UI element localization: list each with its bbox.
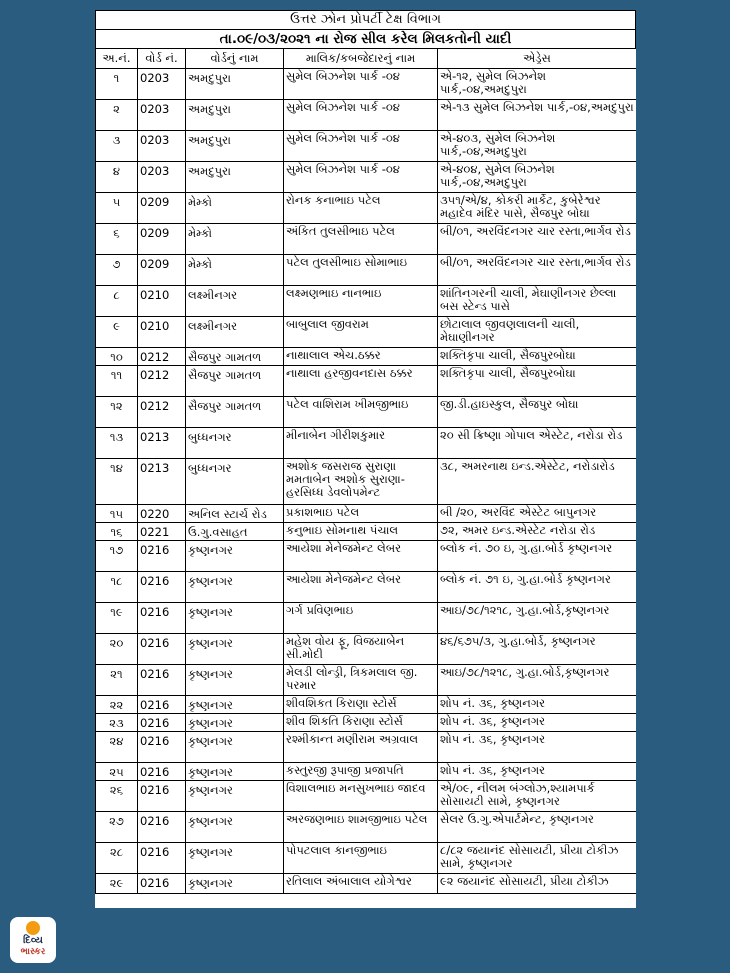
address-cell: એ-૧૩ સુમેલ બિઝનેશ પાર્ક,-૦૪,અમદુપુરા xyxy=(438,100,637,131)
owner-name-cell: આયેશા મેનેજમેન્ટ લેબર xyxy=(284,541,438,572)
ward-number-cell: 0203 xyxy=(138,69,186,100)
table-row xyxy=(96,603,637,634)
logo-text-line2: ભાસ્કર xyxy=(20,947,46,957)
table-row xyxy=(96,131,637,162)
address-cell: ૩૫૧/એ/૪, કોકરી માર્કેટ, કુબેરેશ્વર મહાદેવ મંદિર પાસે, સૈજપુર બોઘા xyxy=(438,193,637,224)
document-sheet xyxy=(95,10,636,908)
ward-number-cell: 0216 xyxy=(138,763,186,781)
owner-name-cell: સુમેલ બિઝનેશ પાર્ક -૦૪ xyxy=(284,162,438,193)
table-row xyxy=(96,634,637,665)
table-row xyxy=(96,665,637,696)
table-row xyxy=(96,428,637,459)
address-cell: ૯૨ જયાનંદ સોસાયટી, પ્રીયા ટોકીઝ xyxy=(438,874,637,894)
address-cell: બી/૦૧, અરવિંદનગર ચાર રસ્તા,ભાર્ગવ રોડ xyxy=(438,255,637,286)
ward-number-cell: 0209 xyxy=(138,224,186,255)
serial-number-cell: ૨૬ xyxy=(96,781,138,812)
ward-number-cell: 0216 xyxy=(138,696,186,714)
serial-number-cell: ૨૨ xyxy=(96,696,138,714)
address-cell: શોપ નં. ૩૬, કૃષ્ણનગર xyxy=(438,714,637,732)
document-title: ઉત્તર ઝોન પ્રોપર્ટી ટેક્ષ વિભાગ xyxy=(95,10,636,29)
ward-number-cell: 0216 xyxy=(138,603,186,634)
address-cell: એ-૪૦૩, સુમેલ બિઝનેશ પાર્ક,-૦૪,અમદુપુરા xyxy=(438,131,637,162)
ward-number-cell: 0210 xyxy=(138,317,186,348)
ward-number-cell: 0209 xyxy=(138,255,186,286)
ward-number-cell: 0203 xyxy=(138,162,186,193)
table-row xyxy=(96,224,637,255)
serial-number-cell: ૨૩ xyxy=(96,714,138,732)
owner-name-cell: પટેલ વાશિરામ ખીમજીભાઇ xyxy=(284,397,438,428)
serial-number-cell: ૨૦ xyxy=(96,634,138,665)
owner-name-cell: પોપટલાલ કાનજીભાઇ xyxy=(284,843,438,874)
table-row xyxy=(96,523,637,541)
table-row xyxy=(96,572,637,603)
ward-name-cell: કૃષ્ણનગર xyxy=(186,812,284,843)
table-row xyxy=(96,162,637,193)
address-cell: બી /૨૦, અરવિંદ એસ્ટેટ બાપુનગર xyxy=(438,505,637,523)
address-cell: એ/૦૯, નીલમ બંગ્લોઝ,શ્યામપાર્ક સોસાયટી સામે, કૃષ્ણનગર xyxy=(438,781,637,812)
sealed-properties-table xyxy=(95,48,636,894)
ward-number-cell: 0216 xyxy=(138,732,186,763)
owner-name-cell: મીનાબેન ગીરીશકુમાર xyxy=(284,428,438,459)
owner-name-cell: બાબુલાલ જીવરામ xyxy=(284,317,438,348)
serial-number-cell: ૩ xyxy=(96,131,138,162)
table-row xyxy=(96,874,637,894)
ward-name-cell: સૈજપુર ગામતળ xyxy=(186,366,284,397)
address-cell: બ્લોક નં. ૭૦ ઇ, ગુ.હા.બોર્ડ કૃષ્ણનગર xyxy=(438,541,637,572)
ward-name-cell: મેમ્કો xyxy=(186,193,284,224)
ward-number-cell: 0213 xyxy=(138,428,186,459)
owner-name-cell: લક્ષ્મણભાઇ નાનભાઇ xyxy=(284,286,438,317)
header-ward-number: વોર્ડ નં. xyxy=(138,49,186,69)
owner-name-cell: મેલડી લોન્ડ્રી, ત્રિકમલાલ જી. પરમાર xyxy=(284,665,438,696)
owner-name-cell: મહેશ વોય ફૂ, વિજયાબેન સી.મોદી xyxy=(284,634,438,665)
serial-number-cell: ૨૯ xyxy=(96,874,138,894)
ward-number-cell: 0213 xyxy=(138,459,186,505)
table-row xyxy=(96,317,637,348)
ward-number-cell: 0221 xyxy=(138,523,186,541)
serial-number-cell: ૨૪ xyxy=(96,732,138,763)
owner-name-cell: કનુભાઇ સોમનાથ પંચાલ xyxy=(284,523,438,541)
ward-number-cell: 0203 xyxy=(138,100,186,131)
ward-number-cell: 0216 xyxy=(138,781,186,812)
ward-number-cell: 0216 xyxy=(138,812,186,843)
address-cell: સેલર ઉ.ગુ.એપાર્ટમેન્ટ, કૃષ્ણનગર xyxy=(438,812,637,843)
address-cell: બી/૦૧, અરવિંદનગર ચાર રસ્તા,ભાર્ગવ રોડ xyxy=(438,224,637,255)
owner-name-cell: સુમેલ બિઝનેશ પાર્ક -૦૪ xyxy=(284,131,438,162)
ward-name-cell: ઉ.ગુ.વસાહત xyxy=(186,523,284,541)
ward-name-cell: કૃષ્ણનગર xyxy=(186,665,284,696)
ward-number-cell: 0212 xyxy=(138,366,186,397)
serial-number-cell: ૨૫ xyxy=(96,763,138,781)
ward-name-cell: કૃષ્ણનગર xyxy=(186,696,284,714)
address-cell: એ-૧૨, સુમેલ બિઝનેશ પાર્ક,-૦૪,અમદુપુરા xyxy=(438,69,637,100)
serial-number-cell: ૪ xyxy=(96,162,138,193)
table-row xyxy=(96,100,637,131)
serial-number-cell: ૫ xyxy=(96,193,138,224)
ward-name-cell: અમદુપુરા xyxy=(186,69,284,100)
serial-number-cell: ૯ xyxy=(96,317,138,348)
address-cell: ૮/૮૨ જયાનંદ સોસાયટી, પ્રીયા ટોકીઝ સામે, કૃષ્ણનગર xyxy=(438,843,637,874)
table-row xyxy=(96,843,637,874)
owner-name-cell: શીવ શિકતિ કિરાણા સ્ટોર્સ xyxy=(284,714,438,732)
serial-number-cell: ૧૪ xyxy=(96,459,138,505)
address-cell: બ્લોક નં. ૭૧ ઇ, ગુ.હા.બોર્ડ કૃષ્ણનગર xyxy=(438,572,637,603)
table-row xyxy=(96,459,637,505)
ward-name-cell: મેમ્કો xyxy=(186,255,284,286)
serial-number-cell: ૧૫ xyxy=(96,505,138,523)
owner-name-cell: ગર્ગ પ્રવિણભાઇ xyxy=(284,603,438,634)
owner-name-cell: આયેશા મેનેજમેન્ટ લેબર xyxy=(284,572,438,603)
ward-name-cell: લક્ષ્મીનગર xyxy=(186,286,284,317)
serial-number-cell: ૨૧ xyxy=(96,665,138,696)
table-row xyxy=(96,812,637,843)
owner-name-cell: કસ્તુરજી રૂપાજી પ્રજાપતિ xyxy=(284,763,438,781)
ward-number-cell: 0220 xyxy=(138,505,186,523)
owner-name-cell: અશોક જસરાજ સુરાણા મમતાબેન અશોક સુરાણા-હરસિધ્ધ ડેવલોપમેન્ટ xyxy=(284,459,438,505)
ward-name-cell: કૃષ્ણનગર xyxy=(186,843,284,874)
ward-number-cell: 0216 xyxy=(138,634,186,665)
address-cell: એ-૪૦૪, સુમેલ બિઝનેશ પાર્ક,-૦૪,અમદુપુરા xyxy=(438,162,637,193)
owner-name-cell: રોનક કનાભાઇ પટેલ xyxy=(284,193,438,224)
owner-name-cell: નાથાલાલ એચ.ઠક્કર xyxy=(284,348,438,366)
address-cell: ૩૮, અમરનાથ ઇન્ડ.એસ્ટેટ, નરોડારોડ xyxy=(438,459,637,505)
serial-number-cell: ૨ xyxy=(96,100,138,131)
owner-name-cell: શીવશિકત કિરાણા સ્ટોર્સ xyxy=(284,696,438,714)
header-address: એડ્રેસ xyxy=(438,49,637,69)
owner-name-cell: વિશાલભાઇ મનસુખભાઇ જાદવ xyxy=(284,781,438,812)
table-row xyxy=(96,732,637,763)
ward-number-cell: 0210 xyxy=(138,286,186,317)
table-row xyxy=(96,696,637,714)
address-cell: આઇ/૭૮/૧૨૧૮, ગુ.હા.બોર્ડ,કૃષ્ણનગર xyxy=(438,603,637,634)
address-cell: ૪૬/૬૭૫/૩, ગુ.હા.બોર્ડ, કૃષ્ણનગર xyxy=(438,634,637,665)
ward-name-cell: અનિલ સ્ટાર્ચ રોડ xyxy=(186,505,284,523)
ward-number-cell: 0212 xyxy=(138,397,186,428)
owner-name-cell: અરજણભાઇ શામજીભાઇ પટેલ xyxy=(284,812,438,843)
serial-number-cell: ૧૦ xyxy=(96,348,138,366)
ward-name-cell: સૈજપુર ગામતળ xyxy=(186,397,284,428)
owner-name-cell: રતિલાલ અંબાલાલ યોગેશ્વર xyxy=(284,874,438,894)
ward-name-cell: કૃષ્ણનગર xyxy=(186,634,284,665)
serial-number-cell: ૨૭ xyxy=(96,812,138,843)
ward-number-cell: 0216 xyxy=(138,843,186,874)
serial-number-cell: ૨૮ xyxy=(96,843,138,874)
ward-name-cell: લક્ષ્મીનગર xyxy=(186,317,284,348)
table-row xyxy=(96,193,637,224)
serial-number-cell: ૧૩ xyxy=(96,428,138,459)
serial-number-cell: ૧૭ xyxy=(96,541,138,572)
serial-number-cell: ૬ xyxy=(96,224,138,255)
owner-name-cell: અંકિત તુલસીભાઇ પટેલ xyxy=(284,224,438,255)
owner-name-cell: રશ્મીકાન્ત મણીરામ અગ્રવાલ xyxy=(284,732,438,763)
serial-number-cell: ૧૯ xyxy=(96,603,138,634)
ward-name-cell: બુધ્ધનગર xyxy=(186,428,284,459)
address-cell: શક્તિકૃપા ચાલી, સૈજપુરબોઘા xyxy=(438,348,637,366)
address-cell: શોપ નં. ૩૬, કૃષ્ણનગર xyxy=(438,696,637,714)
address-cell: શોપ નં. ૩૬, કૃષ્ણનગર xyxy=(438,763,637,781)
address-cell: છોટાલાલ જીવણલાલની ચાલી, મેઘાણીનગર xyxy=(438,317,637,348)
owner-name-cell: સુમેલ બિઝનેશ પાર્ક -૦૪ xyxy=(284,69,438,100)
divya-bhaskar-logo xyxy=(10,917,56,963)
ward-name-cell: કૃષ્ણનગર xyxy=(186,603,284,634)
table-row xyxy=(96,763,637,781)
table-row xyxy=(96,397,637,428)
ward-name-cell: કૃષ્ણનગર xyxy=(186,874,284,894)
logo-text-line1: દિવ્ય xyxy=(23,935,43,946)
table-row xyxy=(96,255,637,286)
ward-name-cell: સૈજપુર ગામતળ xyxy=(186,348,284,366)
ward-number-cell: 0216 xyxy=(138,665,186,696)
address-cell: શક્તિકૃપા ચાલી, સૈજપુરબોઘા xyxy=(438,366,637,397)
ward-number-cell: 0216 xyxy=(138,541,186,572)
ward-number-cell: 0203 xyxy=(138,131,186,162)
ward-number-cell: 0216 xyxy=(138,874,186,894)
owner-name-cell: પટેલ તુલસીભાઇ સોમાભાઇ xyxy=(284,255,438,286)
ward-name-cell: બુધ્ધનગર xyxy=(186,459,284,505)
table-row xyxy=(96,348,637,366)
ward-name-cell: કૃષ્ણનગર xyxy=(186,781,284,812)
ward-number-cell: 0216 xyxy=(138,714,186,732)
ward-name-cell: કૃષ્ણનગર xyxy=(186,572,284,603)
serial-number-cell: ૭ xyxy=(96,255,138,286)
serial-number-cell: ૧૬ xyxy=(96,523,138,541)
ward-name-cell: મેમ્કો xyxy=(186,224,284,255)
ward-name-cell: અમદુપુરા xyxy=(186,131,284,162)
ward-number-cell: 0209 xyxy=(138,193,186,224)
ward-name-cell: કૃષ્ણનગર xyxy=(186,714,284,732)
address-cell: શોપ નં. ૩૬, કૃષ્ણનગર xyxy=(438,732,637,763)
owner-name-cell: નાથાલા હરજીવનદાસ ઠક્કર xyxy=(284,366,438,397)
document-subtitle: તા.૦૯/૦૩/૨૦૨૧ ના રોજ સીલ કરેલ મિલકતોની યાદી xyxy=(95,29,636,48)
address-cell: આઇ/૭૮/૧૨૧૮, ગુ.હા.બોર્ડ,કૃષ્ણનગર xyxy=(438,665,637,696)
address-cell: શાંતિનગરની ચાલી, મેઘાણીનગર છેલ્લા બસ સ્ટેન્ડ પાસે xyxy=(438,286,637,317)
serial-number-cell: ૧૮ xyxy=(96,572,138,603)
table-row xyxy=(96,505,637,523)
table-row xyxy=(96,781,637,812)
ward-name-cell: અમદુપુરા xyxy=(186,162,284,193)
ward-name-cell: કૃષ્ણનગર xyxy=(186,541,284,572)
header-serial-number: અ.નં. xyxy=(96,49,138,69)
owner-name-cell: સુમેલ બિઝનેશ પાર્ક -૦૪ xyxy=(284,100,438,131)
table-row xyxy=(96,714,637,732)
serial-number-cell: ૧૧ xyxy=(96,366,138,397)
owner-name-cell: પ્રકાશભાઇ પટેલ xyxy=(284,505,438,523)
serial-number-cell: ૧૨ xyxy=(96,397,138,428)
serial-number-cell: ૮ xyxy=(96,286,138,317)
address-cell: ૭૨, અમર ઇન્ડ.એસ્ટેટ નરોડા રોડ xyxy=(438,523,637,541)
table-row xyxy=(96,69,637,100)
serial-number-cell: ૧ xyxy=(96,69,138,100)
ward-name-cell: કૃષ્ણનગર xyxy=(186,732,284,763)
table-row xyxy=(96,366,637,397)
header-owner-name: માલિક/કબજેદારનું નામ xyxy=(284,49,438,69)
ward-name-cell: અમદુપુરા xyxy=(186,100,284,131)
sun-icon xyxy=(26,921,40,935)
address-cell: જી.ડી.હાઇસ્કુલ, સૈજપુર બોઘા xyxy=(438,397,637,428)
table-row xyxy=(96,286,637,317)
header-ward-name: વોર્ડનું નામ xyxy=(186,49,284,69)
ward-name-cell: કૃષ્ણનગર xyxy=(186,763,284,781)
table-header-row xyxy=(96,49,637,69)
table-row xyxy=(96,541,637,572)
ward-number-cell: 0212 xyxy=(138,348,186,366)
ward-number-cell: 0216 xyxy=(138,572,186,603)
address-cell: ૨૦ સી ક્રિષ્ણા ગોપાલ એસ્ટેટ, નરોડા રોડ xyxy=(438,428,637,459)
